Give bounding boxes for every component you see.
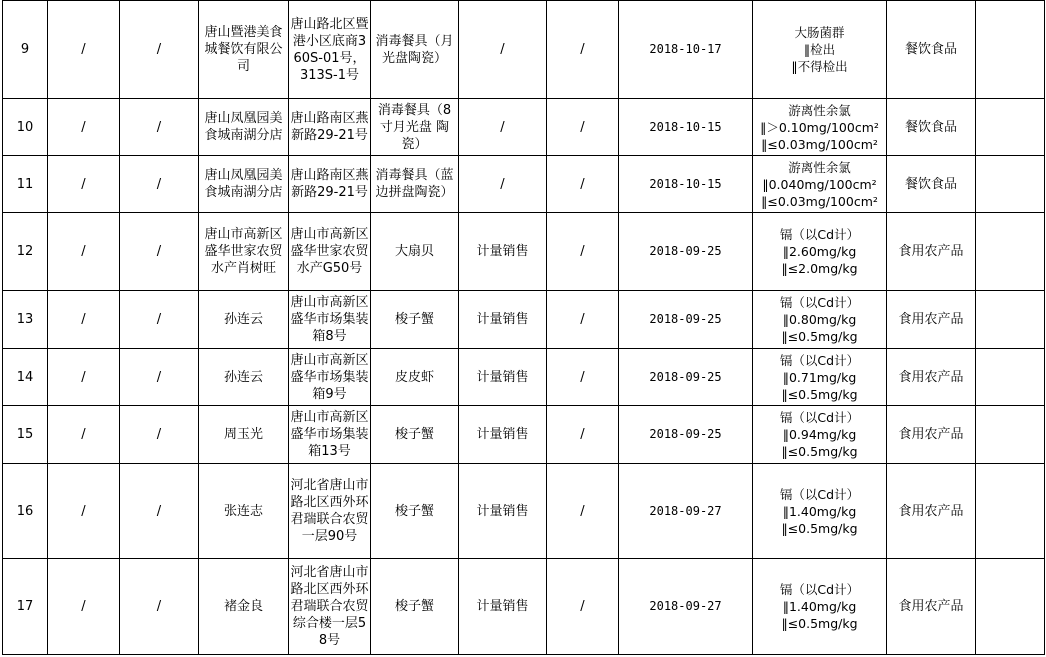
row-number-cell: 13 <box>3 291 48 349</box>
product-cell: 消毒餐具（月光盘陶瓷） <box>371 1 459 99</box>
result-cell <box>753 291 887 349</box>
result-line: ‖0.040mg/100cm² <box>762 176 877 192</box>
product-cell: 消毒餐具（蓝边拼盘陶瓷） <box>371 156 459 213</box>
result-cell <box>753 464 887 559</box>
brand-cell: / <box>547 349 619 406</box>
result-cell <box>753 559 887 655</box>
slash-cell: / <box>48 559 120 655</box>
empty-cell <box>976 99 1045 156</box>
company-cell: 张连志 <box>199 464 289 559</box>
brand-cell: / <box>547 213 619 291</box>
empty-cell <box>976 156 1045 213</box>
address-cell: 河北省唐山市路北区西外环君瑞联合农贸一层90号 <box>289 464 371 559</box>
date-cell: 2018-10-15 <box>619 99 753 156</box>
company-cell: 孙连云 <box>199 349 289 406</box>
result-line: ‖≤0.5mg/kg <box>781 386 858 402</box>
spec-cell: / <box>459 156 547 213</box>
brand-cell: / <box>547 156 619 213</box>
result-line: ‖1.40mg/kg <box>782 599 857 614</box>
table-row <box>3 406 1045 464</box>
address-cell: 河北省唐山市路北区西外环君瑞联合农贸综合楼一层58号 <box>289 559 371 655</box>
slash-cell: / <box>48 1 120 99</box>
slash-cell: / <box>120 99 199 156</box>
address-cell: 唐山市高新区盛华市场集装箱9号 <box>289 349 371 406</box>
date-cell: 2018-09-25 <box>619 349 753 406</box>
result-line: 游离性余氯 <box>788 159 851 175</box>
row-number-cell: 11 <box>3 156 48 213</box>
product-cell: 梭子蟹 <box>371 406 459 464</box>
slash-cell: / <box>120 406 199 464</box>
table-row <box>3 559 1045 655</box>
address-cell: 唐山市高新区盛华市场集装箱13号 <box>289 406 371 464</box>
category-cell: 食用农产品 <box>887 291 976 349</box>
date-cell: 2018-10-17 <box>619 1 753 99</box>
category-cell: 餐饮食品 <box>887 1 976 99</box>
date-cell: 2018-09-25 <box>619 213 753 291</box>
table-row <box>3 464 1045 559</box>
empty-cell <box>976 559 1045 655</box>
result-line: ‖≤0.5mg/kg <box>781 520 858 536</box>
spec-cell: 计量销售 <box>459 291 547 349</box>
product-cell: 梭子蟹 <box>371 291 459 349</box>
result-line: 游离性余氯 <box>788 102 851 118</box>
category-cell: 食用农产品 <box>887 349 976 406</box>
company-cell: 孙连云 <box>199 291 289 349</box>
result-line: ‖1.40mg/kg <box>782 503 857 519</box>
address-cell: 唐山路北区暨港小区底商360S-01号，313S-1号 <box>289 1 371 99</box>
slash-cell: / <box>48 99 120 156</box>
result-line: ‖0.80mg/kg <box>782 312 857 327</box>
spec-cell: 计量销售 <box>459 349 547 406</box>
address-cell: 唐山路南区燕新路29-21号 <box>289 156 371 213</box>
brand-cell: / <box>547 406 619 464</box>
date-cell: 2018-10-15 <box>619 156 753 213</box>
row-number-cell: 17 <box>3 559 48 655</box>
slash-cell: / <box>120 213 199 291</box>
category-cell: 食用农产品 <box>887 213 976 291</box>
slash-cell: / <box>48 213 120 291</box>
company-cell: 周玉光 <box>199 406 289 464</box>
slash-cell: / <box>120 1 199 99</box>
empty-cell <box>976 1 1045 99</box>
empty-cell <box>976 349 1045 406</box>
empty-cell <box>976 464 1045 559</box>
company-cell: 唐山凤凰园美食城南湖分店 <box>199 156 289 213</box>
result-cell <box>753 349 887 406</box>
result-line: ‖≤2.0mg/kg <box>781 261 858 276</box>
result-line: 大肠菌群 <box>794 25 845 40</box>
result-line: 镉（以Cd计） <box>779 295 860 310</box>
result-line: ‖≤0.03mg/100cm² <box>761 136 878 152</box>
product-cell: 梭子蟹 <box>371 559 459 655</box>
category-cell: 食用农产品 <box>887 559 976 655</box>
empty-cell <box>976 406 1045 464</box>
address-cell: 唐山路南区燕新路29-21号 <box>289 99 371 156</box>
result-line: 镉（以Cd计） <box>779 486 860 502</box>
result-line: ‖≤0.5mg/kg <box>781 329 858 344</box>
result-line: ‖0.71mg/kg <box>782 369 857 385</box>
result-cell <box>753 213 887 291</box>
slash-cell: / <box>48 349 120 406</box>
result-cell <box>753 1 887 99</box>
date-cell: 2018-09-25 <box>619 291 753 349</box>
slash-cell: / <box>120 156 199 213</box>
slash-cell: / <box>120 559 199 655</box>
address-cell: 唐山市高新区盛华世家农贸水产G50号 <box>289 213 371 291</box>
empty-cell <box>976 291 1045 349</box>
result-line: ‖2.60mg/kg <box>782 244 857 259</box>
result-line: ‖＞0.10mg/100cm² <box>760 119 879 135</box>
result-cell <box>753 406 887 464</box>
result-line: ‖≤0.5mg/kg <box>781 444 858 459</box>
address-cell: 唐山市高新区盛华市场集装箱8号 <box>289 291 371 349</box>
spec-cell: / <box>459 1 547 99</box>
row-number-cell: 9 <box>3 1 48 99</box>
category-cell: 餐饮食品 <box>887 99 976 156</box>
slash-cell: / <box>120 464 199 559</box>
brand-cell: / <box>547 559 619 655</box>
product-cell: 皮皮虾 <box>371 349 459 406</box>
row-number-cell: 12 <box>3 213 48 291</box>
brand-cell: / <box>547 291 619 349</box>
result-line: 镉（以Cd计） <box>779 352 860 368</box>
result-line: ‖检出 <box>803 42 836 57</box>
date-cell: 2018-09-27 <box>619 464 753 559</box>
spec-cell: 计量销售 <box>459 559 547 655</box>
date-cell: 2018-09-25 <box>619 406 753 464</box>
empty-cell <box>976 213 1045 291</box>
result-line: ‖≤0.5mg/kg <box>781 616 858 631</box>
company-cell: 褚金良 <box>199 559 289 655</box>
result-line: 镉（以Cd计） <box>779 582 860 597</box>
spec-cell: 计量销售 <box>459 464 547 559</box>
product-cell: 消毒餐具（8寸月光盘 陶瓷） <box>371 99 459 156</box>
slash-cell: / <box>48 406 120 464</box>
row-number-cell: 16 <box>3 464 48 559</box>
company-cell: 唐山市高新区盛华世家农贸水产肖树旺 <box>199 213 289 291</box>
table-row <box>3 213 1045 291</box>
result-line: 镉（以Cd计） <box>779 410 860 425</box>
category-cell: 食用农产品 <box>887 464 976 559</box>
row-number-cell: 15 <box>3 406 48 464</box>
spec-cell: 计量销售 <box>459 213 547 291</box>
result-line: 镉（以Cd计） <box>779 227 860 242</box>
slash-cell: / <box>120 291 199 349</box>
result-line: ‖0.94mg/kg <box>782 427 857 442</box>
spec-cell: 计量销售 <box>459 406 547 464</box>
row-number-cell: 14 <box>3 349 48 406</box>
company-cell: 唐山凤凰园美食城南湖分店 <box>199 99 289 156</box>
result-cell <box>753 156 887 213</box>
date-cell: 2018-09-27 <box>619 559 753 655</box>
company-cell: 唐山暨港美食城餐饮有限公司 <box>199 1 289 99</box>
brand-cell: / <box>547 1 619 99</box>
table-row <box>3 99 1045 156</box>
spec-cell: / <box>459 99 547 156</box>
brand-cell: / <box>547 99 619 156</box>
results-table-container <box>2 0 1045 655</box>
slash-cell: / <box>48 156 120 213</box>
slash-cell: / <box>48 464 120 559</box>
category-cell: 食用农产品 <box>887 406 976 464</box>
row-number-cell: 10 <box>3 99 48 156</box>
category-cell: 餐饮食品 <box>887 156 976 213</box>
slash-cell: / <box>120 349 199 406</box>
table-row <box>3 291 1045 349</box>
result-line: ‖≤0.03mg/100cm² <box>761 193 878 209</box>
inspection-results-table <box>2 0 1045 655</box>
brand-cell: / <box>547 464 619 559</box>
product-cell: 大扇贝 <box>371 213 459 291</box>
product-cell: 梭子蟹 <box>371 464 459 559</box>
table-row <box>3 1 1045 99</box>
slash-cell: / <box>48 291 120 349</box>
result-cell <box>753 99 887 156</box>
result-line: ‖不得检出 <box>791 59 848 74</box>
table-row <box>3 156 1045 213</box>
table-row <box>3 349 1045 406</box>
